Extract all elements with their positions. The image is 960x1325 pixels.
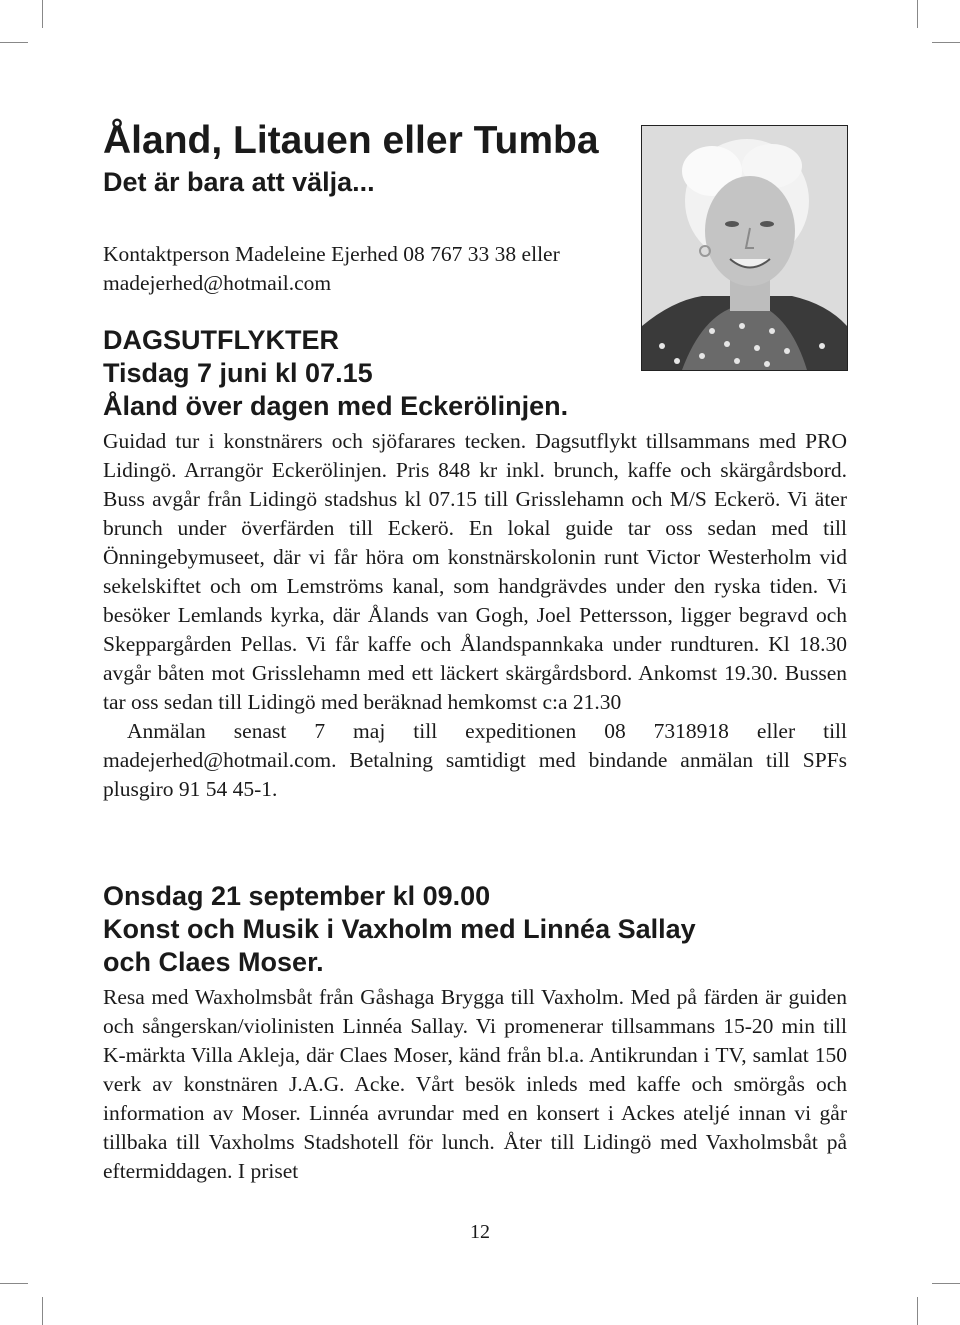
vaxholm-description: Resa med Waxholmsbåt från Gåshaga Brygga till Vaxholm. Med på färden är guiden och sångerskan/violinisten Linnéa Sallay. Vi promenerar tillsammans 15-20 min till K-märkta Villa Akleja, där Claes Moser, känd från bl.a. Antikrundan i TV, samlat 150 verk av konstnären J.A.G. Acke. Vårt besök inleds med kaffe och smörgås och information av Moser. Linnéa avrundar med en konsert i Ackes ateljé innan vi går tillbaka till Vaxholms Stadshotell för lunch. Åter till Lidingö med Vaxholmsbåt på eftermiddagen. I priset: [103, 985, 847, 1183]
section-day-trips: [103, 324, 847, 804]
page-subtitle: Det är bara att välja...: [103, 167, 375, 197]
portrait-illustration: [642, 126, 847, 370]
crop-mark-top-left: [42, 0, 43, 28]
trip-date-heading: Tisdag 7 juni kl 07.15: [103, 358, 373, 388]
section-vaxholm: [103, 880, 847, 1186]
crop-mark-bottom-right: [917, 1297, 918, 1325]
trip-registration: [103, 717, 847, 804]
crop-mark-left-top: [0, 42, 28, 43]
crop-mark-bottom-left: [42, 1297, 43, 1325]
trip-registration-text: Anmälan senast 7 maj till expeditionen 08 7318918 eller till madejerhed@hotmail.com. Betalning samtidigt med bindande anmälan till SPFs plusgiro 91 54 45-1.: [103, 719, 847, 801]
section-heading-dagsutflykter: DAGSUTFLYKTER: [103, 325, 340, 355]
page-title: Åland, Litauen eller Tumba: [103, 119, 599, 162]
trip-description: Guidad tur i konstnärers och sjöfarares tecken. Dagsutflykt tillsammans med PRO Lidingö. Arrangör Eckerölinjen. Pris 848 kr inkl. brunch, kaffe och skärgårdsbord. Buss avgår från Lidingö stadshus kl 07.15 till Grisslehamn och M/S Eckerö. Vi äter brunch under överfärden till Eckerö. En lokal guide tar oss sedan med till Önningebymuseet, där vi får höra om konstnärskolonin runt Victor Westerholm vid sekelskiftet och om Lemströms kanal, som handgrävdes under den ryska tiden. Vi besöker Lemlands kyrka, där Ålands van Gogh, Joel Pettersson, ligger begravd och Skeppargården Pellas. Vi får kaffe och Ålandspannkaka under rundturen. Kl 18.30 avgår båten mot Grisslehamn med ett läckert skärgårdsbord. Ankomst 19.30. Bussen tar oss sedan till Lidingö med beräknad hemkomst c:a 21.30: [103, 429, 847, 714]
trip-title-heading: Åland över dagen med Eckerölinjen.: [103, 391, 569, 421]
contact-info: Kontaktperson Madeleine Ejerhed 08 767 33 38 eller madejerhed@hotmail.com: [103, 242, 560, 295]
portrait-photo: [641, 125, 848, 371]
vaxholm-date-heading: Onsdag 21 september kl 09.00: [103, 881, 491, 911]
crop-mark-left-bottom: [0, 1283, 28, 1284]
page-number: 12: [470, 1221, 490, 1243]
crop-mark-right-bottom: [932, 1283, 960, 1284]
crop-mark-top-right: [917, 0, 918, 28]
crop-mark-right-top: [932, 42, 960, 43]
vaxholm-title-heading: Konst och Musik i Vaxholm med Linnéa Sallay och Claes Moser.: [103, 914, 696, 977]
